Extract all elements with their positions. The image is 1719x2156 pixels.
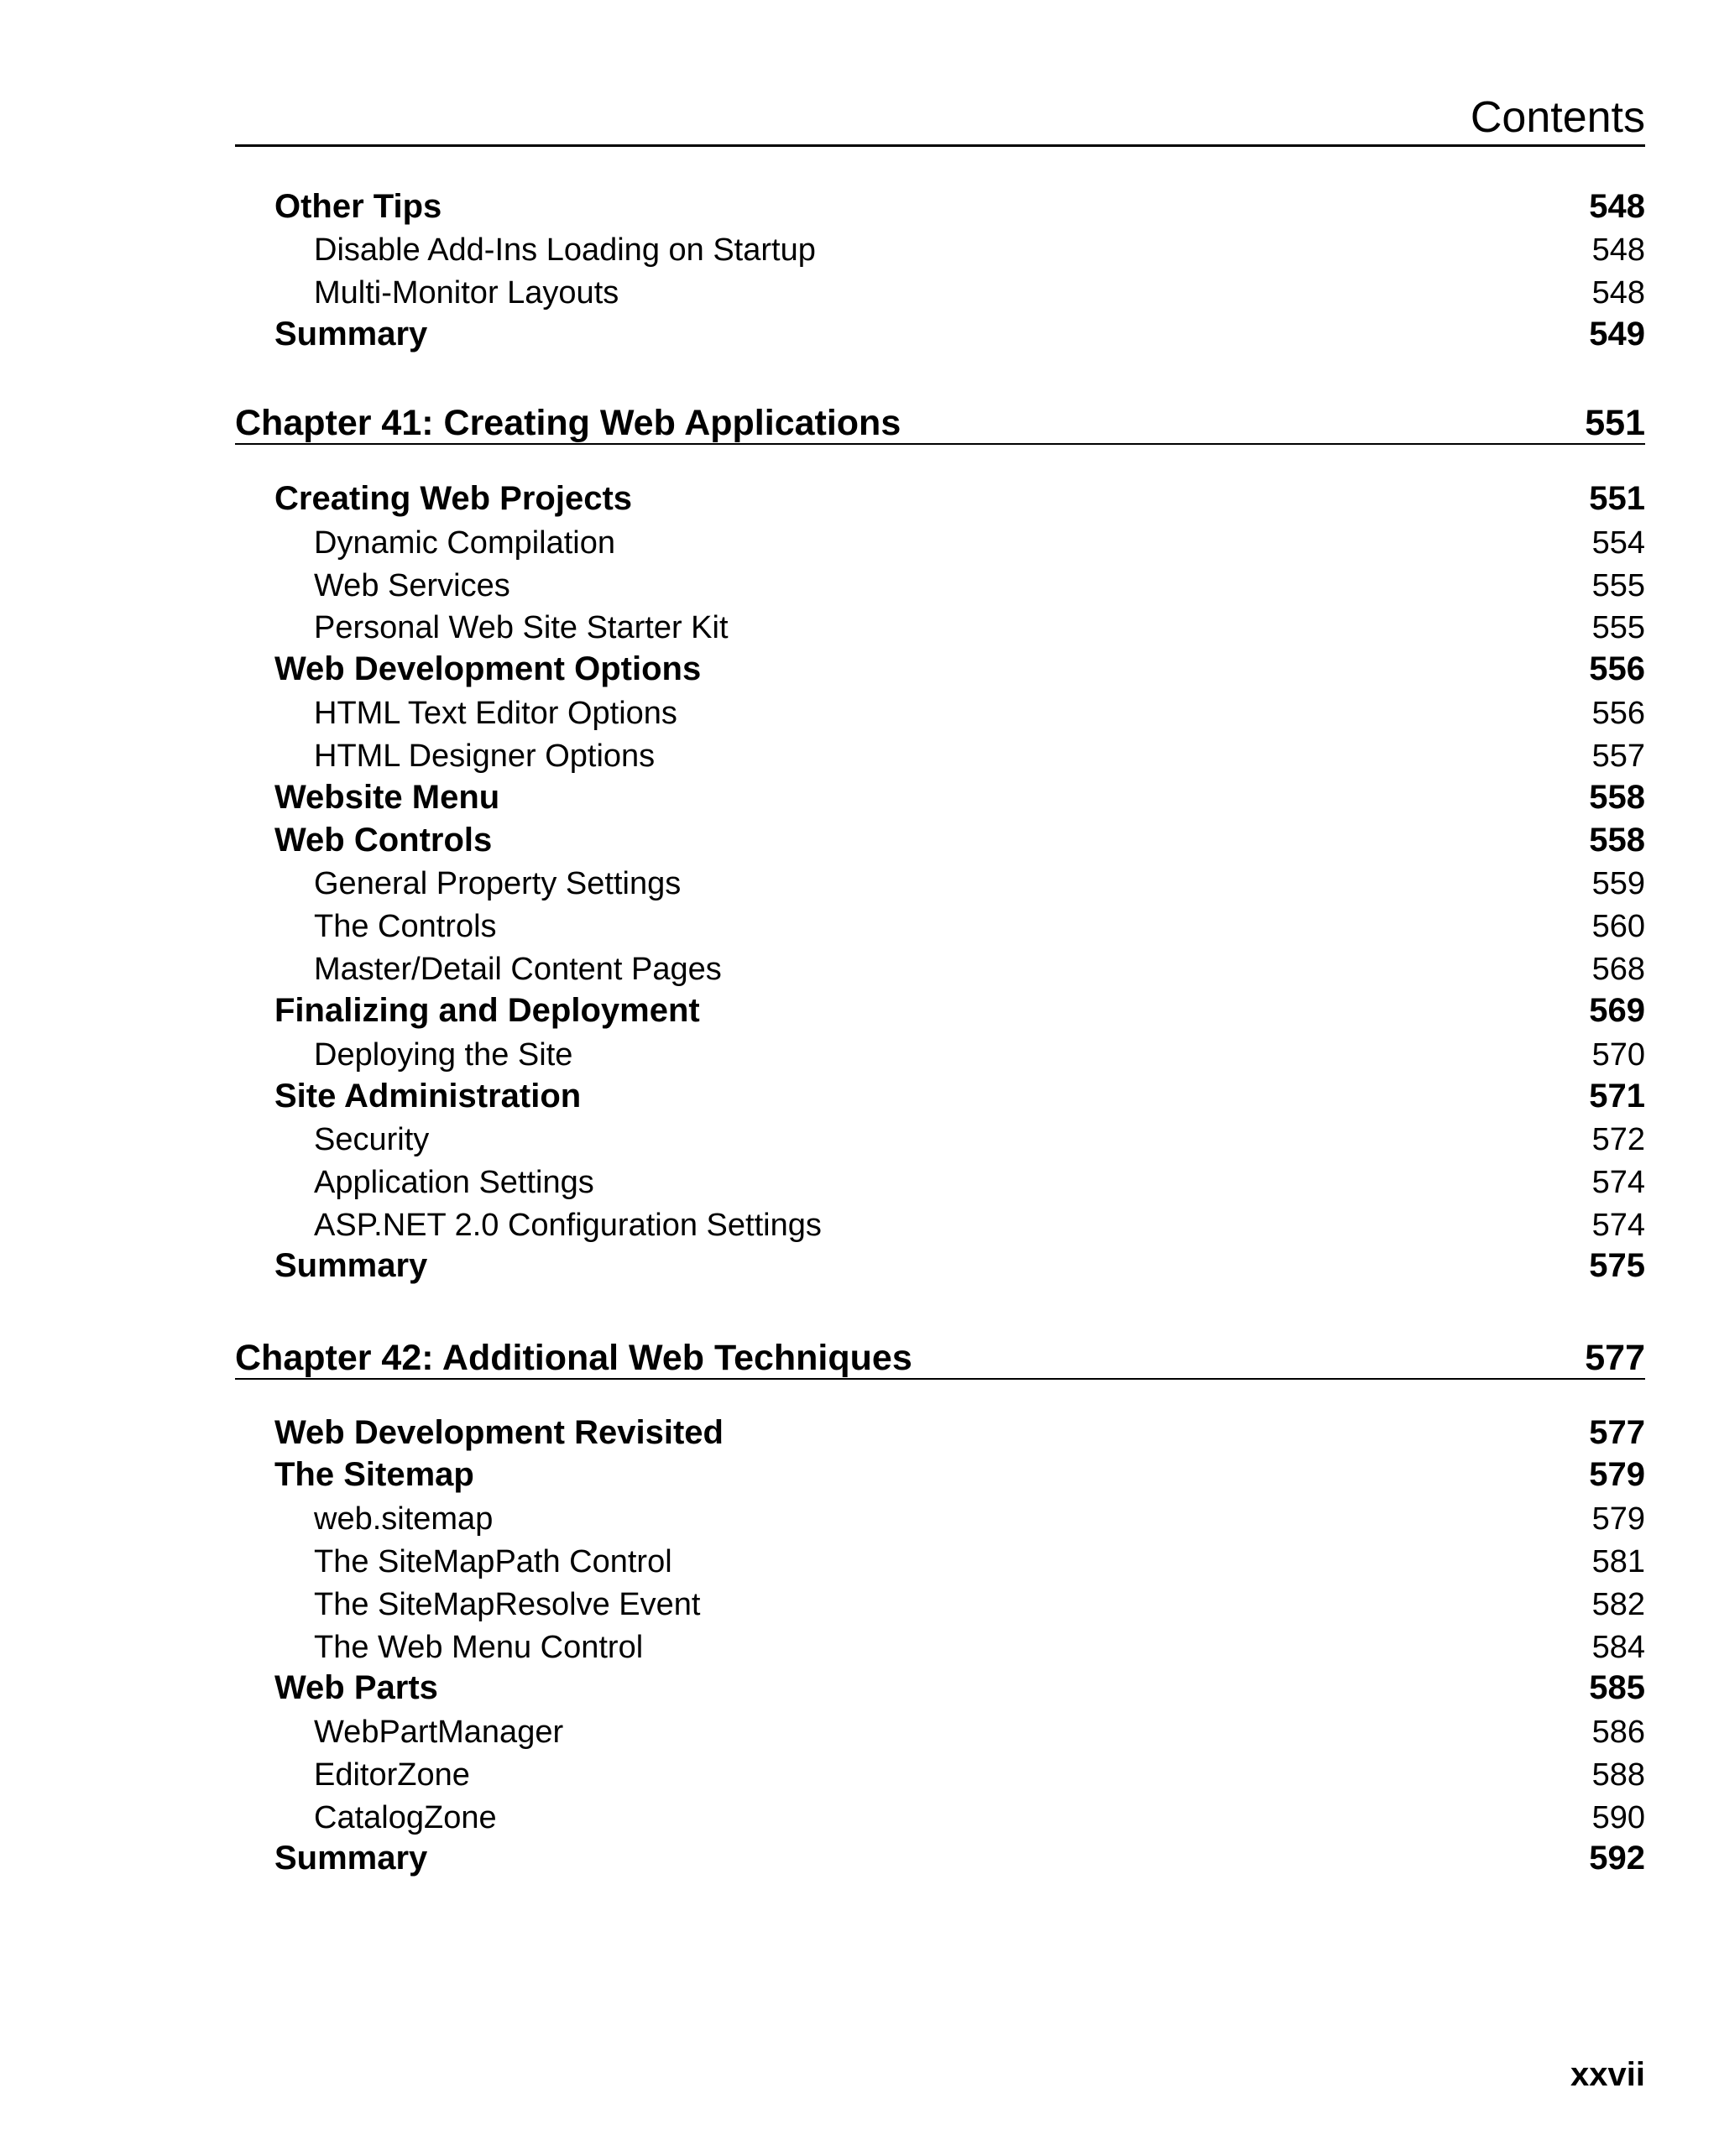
toc-entry-page-number: 568: [1591, 952, 1645, 987]
toc-entry-page-number: 556: [1591, 696, 1645, 731]
toc-entry-page-number: 555: [1591, 610, 1645, 645]
toc-chapter-row: [235, 1333, 1645, 1380]
toc-entry-title: EditorZone: [314, 1757, 470, 1793]
toc-entry-title: The SiteMapResolve Event: [314, 1587, 701, 1622]
toc-entry-title: web.sitemap: [314, 1501, 494, 1537]
toc-subsection-row: [235, 904, 1645, 946]
toc-entry-title: Personal Web Site Starter Kit: [314, 610, 729, 645]
toc-entry-title: General Property Settings: [314, 866, 682, 901]
toc-entry-title: Creating Web Projects: [274, 480, 633, 517]
toc-subsection-row: [235, 1625, 1645, 1667]
toc-entry-title: The Web Menu Control: [314, 1630, 644, 1665]
toc-entry-title: Chapter 42: Additional Web Techniques: [235, 1338, 912, 1378]
toc-entry-page-number: 569: [1589, 992, 1645, 1029]
toc-entry-page-number: 548: [1591, 232, 1645, 268]
toc-entry-page-number: 579: [1589, 1456, 1645, 1493]
toc-entry-title: HTML Text Editor Options: [314, 696, 677, 731]
toc-entry-title: CatalogZone: [314, 1800, 497, 1835]
toc-section-row: [235, 1074, 1645, 1116]
toc-entry-page-number: 558: [1589, 779, 1645, 816]
running-header: [235, 84, 1645, 147]
toc-entry-title: Dynamic Compilation: [314, 525, 616, 561]
toc-entry-page-number: 554: [1591, 525, 1645, 561]
toc-entry-title: Web Parts: [274, 1669, 438, 1706]
toc-subsection-row: [235, 1032, 1645, 1074]
toc-entry-title: HTML Designer Options: [314, 739, 656, 774]
toc-subsection-row: [235, 1496, 1645, 1538]
toc-section-row: [235, 818, 1645, 860]
toc-entry-page-number: 574: [1591, 1208, 1645, 1243]
toc-entry-title: Web Controls: [274, 822, 493, 859]
toc-entry-page-number: 592: [1589, 1840, 1645, 1877]
toc-entry-title: The Controls: [314, 909, 497, 944]
toc-subsection-row: [235, 1795, 1645, 1837]
toc-entry-title: Finalizing and Deployment: [274, 992, 700, 1029]
toc-entry-title: The Sitemap: [274, 1456, 474, 1493]
toc-entry-page-number: 590: [1591, 1800, 1645, 1835]
toc-section-row: [235, 185, 1645, 227]
toc-entry-page-number: 570: [1591, 1037, 1645, 1073]
toc-entry-title: Web Development Revisited: [274, 1414, 724, 1451]
toc-section-row: [235, 775, 1645, 817]
toc-entry-title: Master/Detail Content Pages: [314, 952, 722, 987]
toc-entry-page-number: 575: [1589, 1247, 1645, 1284]
toc-subsection-row: [235, 270, 1645, 312]
toc-section-row: [235, 647, 1645, 689]
toc-entry-title: Summary: [274, 1840, 428, 1877]
toc-subsection-row: [235, 1582, 1645, 1624]
toc-entry-title: Security: [314, 1122, 430, 1157]
toc-subsection-row: [235, 947, 1645, 989]
toc-subsection-row: [235, 520, 1645, 562]
toc-section-row: [235, 1244, 1645, 1286]
toc-entry-page-number: 559: [1591, 866, 1645, 901]
toc-entry-page-number: 579: [1591, 1501, 1645, 1537]
toc-entry-page-number: 548: [1591, 275, 1645, 311]
toc-entry-title: Other Tips: [274, 188, 442, 225]
toc-section-row: [235, 312, 1645, 354]
page-title: Contents: [1470, 93, 1645, 142]
toc-subsection-row: [235, 733, 1645, 775]
toc-entry-page-number: 558: [1589, 822, 1645, 859]
toc-entry-title: Web Services: [314, 568, 510, 603]
toc-entry-title: Website Menu: [274, 779, 500, 816]
toc-entry-page-number: 549: [1589, 316, 1645, 352]
toc-entry-page-number: 557: [1591, 739, 1645, 774]
toc-entry-title: Summary: [274, 316, 428, 352]
toc-subsection-row: [235, 227, 1645, 269]
toc-section-row: [235, 1666, 1645, 1708]
toc-entry-title: Disable Add-Ins Loading on Startup: [314, 232, 816, 268]
toc-entry-title: WebPartManager: [314, 1715, 564, 1750]
toc-subsection-row: [235, 1710, 1645, 1751]
toc-entry-title: Deploying the Site: [314, 1037, 573, 1073]
toc-entry-page-number: 571: [1589, 1078, 1645, 1115]
toc-entry-page-number: 548: [1589, 188, 1645, 225]
toc-entry-title: Multi-Monitor Layouts: [314, 275, 619, 311]
toc-entry-page-number: 581: [1591, 1544, 1645, 1579]
toc-entry-title: Site Administration: [274, 1078, 582, 1115]
toc-entry-page-number: 577: [1589, 1414, 1645, 1451]
toc-entry-page-number: 574: [1591, 1165, 1645, 1200]
toc-entry-page-number: 582: [1591, 1587, 1645, 1622]
toc-entry-page-number: 586: [1591, 1715, 1645, 1750]
toc-entry-title: ASP.NET 2.0 Configuration Settings: [314, 1208, 822, 1243]
toc-entry-page-number: 555: [1591, 568, 1645, 603]
toc-entry-page-number: 588: [1591, 1757, 1645, 1793]
toc-entry-title: Summary: [274, 1247, 428, 1284]
toc-chapter-row: [235, 398, 1645, 445]
toc-entry-title: Web Development Options: [274, 650, 702, 687]
toc-subsection-row: [235, 1752, 1645, 1794]
toc-entry-page-number: 556: [1589, 650, 1645, 687]
toc-subsection-row: [235, 861, 1645, 903]
toc-section-row: [235, 477, 1645, 519]
toc-subsection-row: [235, 563, 1645, 605]
toc-section-row: [235, 989, 1645, 1031]
toc-entry-title: Chapter 41: Creating Web Applications: [235, 403, 901, 443]
page-number: xxvii: [1570, 2056, 1645, 2093]
toc-section-row: [235, 1411, 1645, 1453]
toc-entry-page-number: 551: [1585, 403, 1645, 443]
toc-subsection-row: [235, 1117, 1645, 1159]
toc-entry-page-number: 551: [1589, 480, 1645, 517]
toc-subsection-row: [235, 605, 1645, 647]
toc-entry-page-number: 572: [1591, 1122, 1645, 1157]
toc-entry-page-number: 577: [1585, 1338, 1645, 1378]
toc-subsection-row: [235, 1203, 1645, 1245]
toc-entry-title: Application Settings: [314, 1165, 594, 1200]
toc-section-row: [235, 1453, 1645, 1495]
toc-section-row: [235, 1836, 1645, 1878]
toc-entry-page-number: 585: [1589, 1669, 1645, 1706]
toc-entry-title: The SiteMapPath Control: [314, 1544, 672, 1579]
toc-subsection-row: [235, 691, 1645, 733]
toc-entry-page-number: 584: [1591, 1630, 1645, 1665]
toc-entry-page-number: 560: [1591, 909, 1645, 944]
toc-subsection-row: [235, 1160, 1645, 1202]
toc-subsection-row: [235, 1539, 1645, 1581]
